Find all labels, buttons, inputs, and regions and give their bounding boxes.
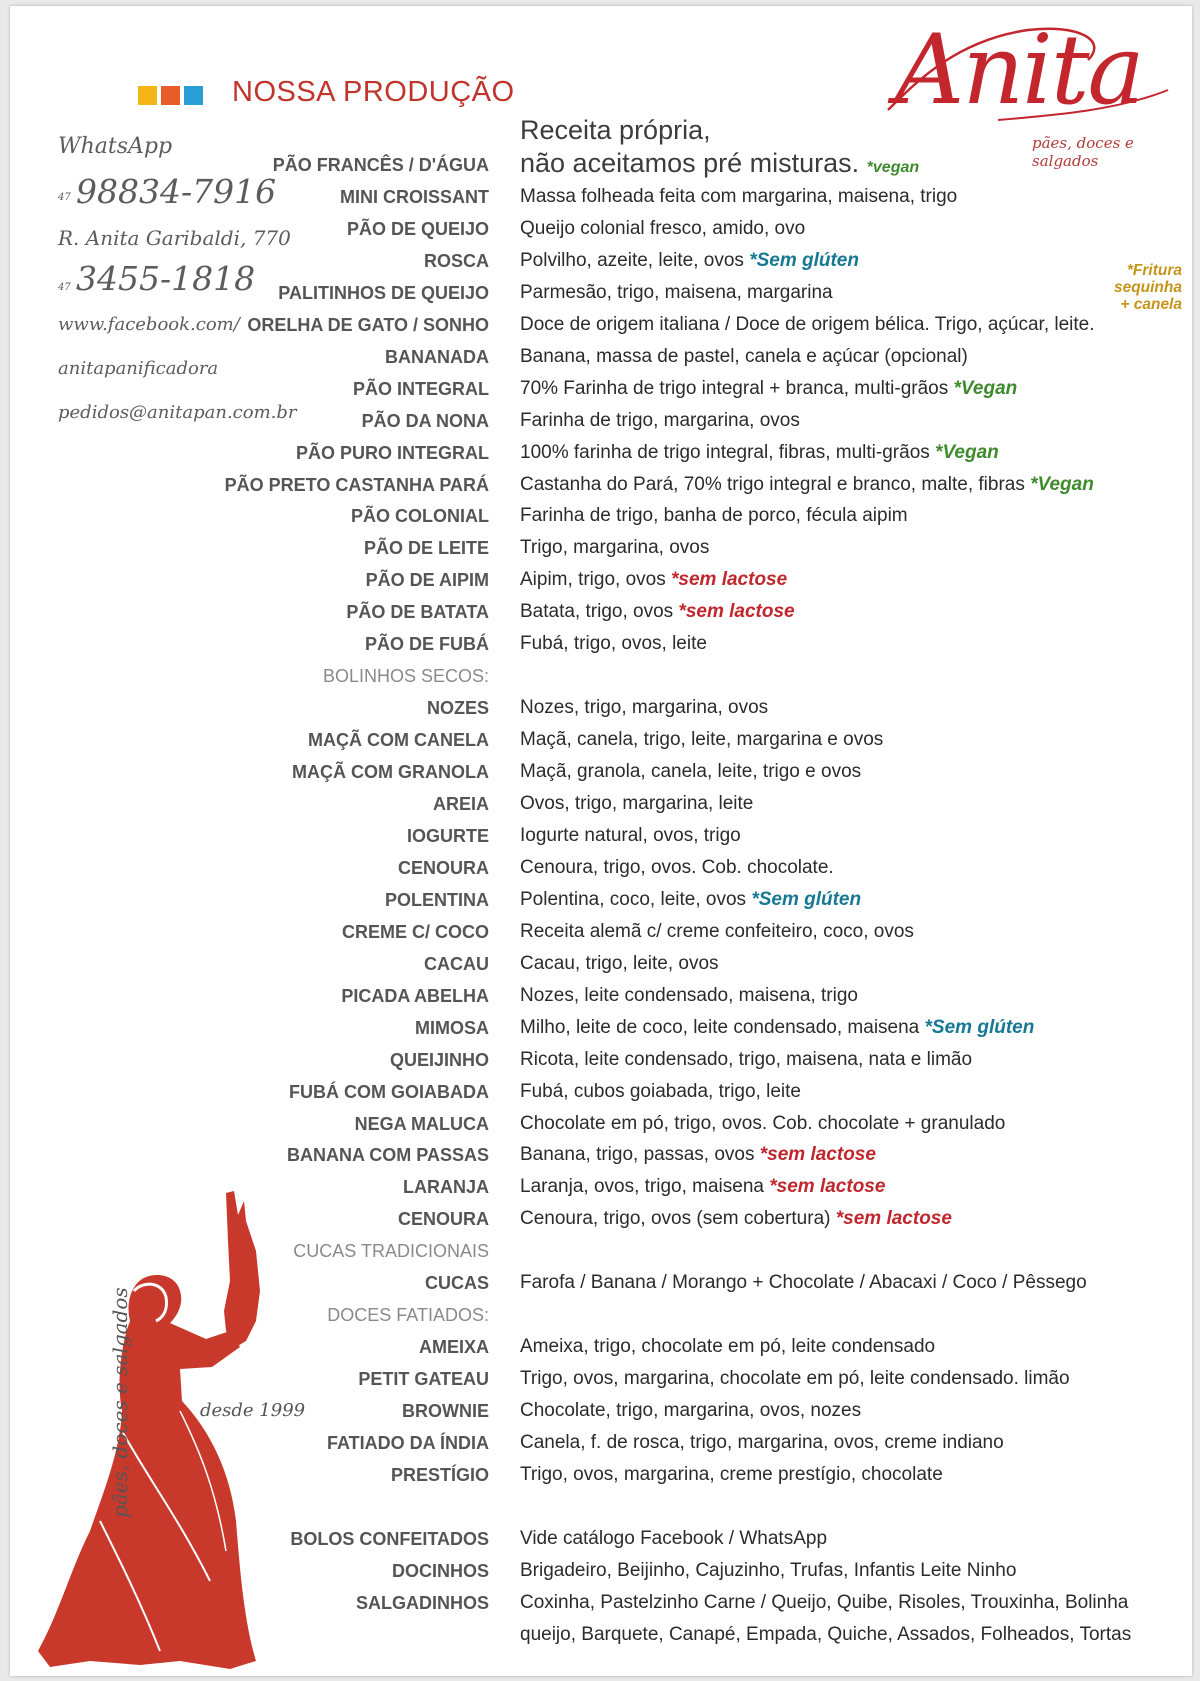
product-description: [520, 724, 883, 756]
product-description: [520, 1619, 1131, 1651]
product-name: IOGURTE: [406, 825, 489, 846]
diet-tag: *Vegan: [935, 441, 999, 463]
product-name: CREME C/ COCO: [341, 921, 489, 942]
diet-tag: *sem lactose: [671, 569, 788, 591]
product-ingredients: Aipim, trigo, ovos: [520, 569, 671, 591]
diet-tag: *sem lactose: [835, 1208, 952, 1230]
square-orange: [161, 86, 180, 105]
product-ingredients: Ricota, leite condensado, trigo, maisena, nata e limão: [520, 1048, 973, 1070]
product-ingredients: Fubá, cubos goiabada, trigo, leite: [520, 1080, 801, 1102]
product-row: [10, 341, 1192, 373]
product-row: [10, 628, 1192, 660]
menu-sheet: [10, 6, 1192, 1676]
product-ingredients: Farinha de trigo, margarina, ovos: [520, 409, 800, 431]
product-row: [10, 596, 1192, 628]
product-name: FATIADO DA ÍNDIA: [327, 1433, 489, 1453]
product-description: [520, 181, 957, 213]
product-ingredients: Ovos, trigo, margarina, leite: [520, 793, 754, 814]
product-name: AMEIXA: [418, 1337, 489, 1358]
product-description: [520, 884, 861, 916]
product-ingredients: Queijo colonial fresco, amido, ovo: [520, 217, 806, 239]
product-name: PRESTÍGIO: [390, 1464, 489, 1485]
whatsapp-label: WhatsApp: [58, 134, 173, 159]
product-description: [520, 532, 709, 564]
product-row: [10, 500, 1192, 532]
product-name: BANANADA: [385, 346, 489, 367]
product-name: ROSCA: [423, 250, 489, 271]
intro-line1: Receita própria,: [520, 115, 711, 145]
product-description: [520, 948, 719, 980]
side-tagline: pães, doces e salgados: [108, 1287, 132, 1518]
intro-vegan-tag: *vegan: [866, 159, 920, 176]
product-ingredients: Brigadeiro, Beijinho, Cajuzinho, Trufas, Infantis Leite Ninho: [520, 1559, 1017, 1581]
facebook-url-line2[interactable]: anitapanificadora: [58, 358, 219, 379]
product-description: [520, 1203, 952, 1235]
product-ingredients: Canela, f. de rosca, trigo, margarina, ovos, creme indiano: [520, 1432, 1004, 1453]
product-description: [520, 1171, 885, 1203]
fritura-note-line2: sequinha: [1113, 279, 1182, 296]
product-ingredients: 100% farinha de trigo integral, fibras, multi-grãos: [520, 441, 936, 463]
color-squares: [138, 86, 207, 110]
product-ingredients: queijo, Barquete, Canapé, Empada, Quiche, Assados, Folheados, Tortas: [520, 1623, 1132, 1645]
product-description: [520, 309, 1095, 341]
product-row: [10, 916, 1192, 948]
product-name: AREIA: [432, 794, 489, 814]
product-description: [520, 373, 1017, 405]
whatsapp-phone[interactable]: 98834-7916: [76, 172, 277, 211]
product-description: [520, 1363, 1070, 1395]
fritura-note-line3: + canela: [1120, 296, 1182, 313]
product-ingredients: Banana, trigo, passas, ovos: [520, 1144, 760, 1166]
product-description: [520, 628, 707, 660]
product-ingredients: 70% Farinha de trigo integral + branca, multi-grãos: [520, 377, 954, 399]
logo-tagline: pães, doces e salgados: [1032, 134, 1134, 170]
product-description: [520, 1139, 876, 1171]
product-ingredients: Maçã, canela, trigo, leite, margarina e ovos: [520, 729, 884, 751]
dancer-illustration-icon: [30, 1191, 290, 1671]
product-row: [10, 437, 1192, 469]
product-row: [10, 692, 1192, 724]
diet-tag: *Sem glúten: [924, 1016, 1035, 1038]
product-name: MINI CROISSANT: [339, 186, 489, 207]
product-name: PICADA ABELHA: [341, 985, 489, 1006]
diet-tag: *Vegan: [953, 377, 1018, 399]
product-ingredients: Trigo, ovos, margarina, creme prestígio, chocolate: [520, 1463, 943, 1485]
product-ingredients: Nozes, trigo, margarina, ovos: [520, 697, 769, 719]
address: R. Anita Garibaldi, 770: [58, 226, 291, 250]
product-description: [520, 596, 795, 628]
product-name: LARANJA: [402, 1177, 489, 1198]
product-description: [520, 1395, 861, 1427]
product-row: [10, 1108, 1192, 1140]
product-row: [10, 181, 1192, 213]
product-ingredients: Cenoura, trigo, ovos. Cob. chocolate.: [520, 856, 834, 878]
product-ingredients: Coxinha, Pastelzinho Carne / Queijo, Quibe, Risoles, Trouxinha, Bolinha: [520, 1591, 1129, 1613]
product-name: PÃO FRANCÊS / D'ÁGUA: [272, 155, 489, 175]
product-name: CUCAS: [424, 1273, 489, 1294]
product-ingredients: Fubá, trigo, ovos, leite: [520, 633, 707, 655]
product-description: [520, 788, 753, 820]
fritura-note-line1: *Fritura: [1126, 262, 1182, 279]
product-row: [10, 1076, 1192, 1108]
product-description: [520, 564, 787, 596]
product-name: BROWNIE: [402, 1401, 489, 1422]
diet-tag: *sem lactose: [769, 1176, 886, 1198]
product-row: [10, 149, 1192, 181]
product-name: BANANA COM PASSAS: [286, 1145, 489, 1166]
product-name: ORELHA DE GATO / SONHO: [247, 314, 489, 335]
product-ingredients: Massa folheada feita com margarina, maisena, trigo: [520, 185, 958, 207]
product-name: PÃO INTEGRAL: [352, 378, 489, 399]
product-name: PÃO PURO INTEGRAL: [295, 442, 489, 463]
product-description: [520, 1555, 1016, 1587]
product-row: [10, 820, 1192, 852]
product-name: NOZES: [426, 698, 489, 719]
product-name: NEGA MALUCA: [354, 1113, 489, 1134]
product-ingredients: Milho, leite de coco, leite condensado, maisena: [520, 1016, 925, 1038]
product-description: [520, 469, 1094, 501]
product-ingredients: Cenoura, trigo, ovos (sem cobertura): [520, 1208, 836, 1230]
section-title: DOCES FATIADOS:: [327, 1305, 489, 1326]
product-row: [10, 564, 1192, 596]
product-ingredients: Vide catálogo Facebook / WhatsApp: [520, 1527, 828, 1549]
product-ingredients: Trigo, margarina, ovos: [520, 537, 710, 559]
product-row: [10, 852, 1192, 884]
product-name: MAÇÃ COM GRANOLA: [292, 762, 489, 783]
product-description: [520, 437, 999, 469]
product-description: [520, 213, 805, 245]
product-name: PÃO DE FUBÁ: [364, 634, 489, 655]
product-name: PÃO COLONIAL: [351, 506, 489, 527]
product-name: PÃO DE BATATA: [346, 602, 489, 623]
product-description: [520, 756, 861, 788]
phone2-area-code: 47: [58, 282, 71, 293]
product-row: [10, 980, 1192, 1012]
product-row: [10, 245, 1192, 277]
product-row: [10, 1012, 1192, 1044]
product-name: PÃO DE AIPIM: [365, 570, 489, 591]
product-row: [10, 309, 1192, 341]
product-description: [520, 852, 834, 884]
email-link[interactable]: pedidos@anitapan.com.br: [58, 402, 297, 423]
product-name: BOLOS CONFEITADOS: [290, 1528, 489, 1549]
product-ingredients: Iogurte natural, ovos, trigo: [520, 824, 741, 846]
product-ingredients: Chocolate, trigo, margarina, ovos, nozes: [520, 1400, 862, 1422]
diet-tag: *Sem glúten: [751, 888, 862, 910]
product-ingredients: Trigo, ovos, margarina, chocolate em pó, leite condensado. limão: [520, 1368, 1070, 1390]
page-title: NOSSA PRODUÇÃO: [232, 76, 515, 108]
product-ingredients: Farinha de trigo, banha de porco, fécula aipim: [520, 505, 908, 527]
product-name: DOCINHOS: [391, 1560, 489, 1581]
product-description: [520, 1523, 827, 1555]
product-description: [520, 1587, 1128, 1619]
square-yellow: [138, 86, 157, 105]
since-year: desde 1999: [200, 1400, 306, 1421]
section-title: CUCAS TRADICIONAIS: [293, 1241, 489, 1262]
product-ingredients: Laranja, ovos, trigo, maisena: [520, 1176, 770, 1198]
logo-name: Anita: [895, 14, 1143, 126]
product-name: CENOURA: [397, 1209, 489, 1230]
product-description: [520, 1427, 1004, 1459]
section-header: [10, 660, 1192, 692]
diet-tag: *sem lactose: [678, 601, 795, 623]
product-row: [10, 405, 1192, 437]
diet-tag: *sem lactose: [759, 1144, 876, 1166]
product-name: PÃO DE QUEIJO: [346, 218, 489, 239]
product-description: [520, 1012, 1034, 1044]
product-row: [10, 469, 1192, 501]
product-name: PETIT GATEAU: [358, 1369, 489, 1390]
product-description: [520, 1044, 972, 1076]
product-row: [10, 756, 1192, 788]
product-row: [10, 724, 1192, 756]
product-ingredients: Ameixa, trigo, chocolate em pó, leite condensado: [520, 1336, 936, 1358]
product-row: [10, 948, 1192, 980]
product-description: [520, 820, 741, 852]
product-name: PALITINHOS DE QUEIJO: [278, 282, 489, 303]
product-description: [520, 980, 858, 1012]
product-description: [520, 277, 833, 309]
product-name: POLENTINA: [384, 889, 489, 910]
product-description: [520, 1076, 801, 1108]
facebook-url-line1[interactable]: www.facebook.com/: [58, 314, 240, 335]
product-description: [520, 341, 968, 373]
product-name: FUBÁ COM GOIABADA: [289, 1081, 489, 1102]
product-row: [10, 1044, 1192, 1076]
product-name: SALGADINHOS: [355, 1592, 489, 1613]
product-ingredients: Nozes, leite condensado, maisena, trigo: [520, 984, 858, 1006]
product-description: [520, 1267, 1087, 1299]
product-ingredients: Receita alemã c/ creme confeiteiro, coco, ovos: [520, 920, 914, 942]
product-description: [520, 1331, 935, 1363]
product-name: QUEIJINHO: [389, 1049, 489, 1070]
product-ingredients: Castanha do Pará, 70% trigo integral e branco, malte, fibras: [520, 473, 1031, 495]
product-row: [10, 213, 1192, 245]
intro-line2: não aceitamos pré misturas.: [520, 148, 860, 178]
product-name: PÃO DE LEITE: [363, 538, 489, 559]
diet-tag: *Vegan: [1030, 473, 1094, 495]
diet-tag: *Sem glúten: [749, 249, 859, 271]
product-row: [10, 373, 1192, 405]
product-name: CACAU: [424, 953, 489, 974]
product-description: [520, 1108, 1005, 1140]
product-ingredients: Doce de origem italiana / Doce de origem bélica. Trigo, açúcar, leite.: [520, 313, 1095, 335]
phone1-area-code: 47: [58, 192, 71, 203]
product-ingredients: Maçã, granola, canela, leite, trigo e ovos: [520, 761, 862, 783]
square-blue: [184, 86, 203, 105]
product-ingredients: Parmesão, trigo, maisena, margarina: [520, 281, 833, 303]
product-ingredients: Polentina, coco, leite, ovos: [520, 888, 752, 910]
product-name: PÃO DA NONA: [361, 410, 489, 431]
product-description: [520, 1459, 943, 1491]
product-row: [10, 1139, 1192, 1171]
product-description: [520, 692, 768, 724]
landline-phone[interactable]: 3455-1818: [76, 259, 256, 298]
product-ingredients: Chocolate em pó, trigo, ovos. Cob. chocolate + granulado: [520, 1112, 1006, 1134]
product-description: [520, 500, 908, 532]
product-description: [520, 916, 914, 948]
product-row: [10, 277, 1192, 309]
product-name: PÃO PRETO CASTANHA PARÁ: [224, 474, 489, 495]
product-name: MAÇÃ COM CANELA: [308, 730, 489, 751]
product-name: CENOURA: [397, 857, 489, 878]
product-description: [520, 405, 800, 437]
product-description: [520, 245, 859, 277]
product-ingredients: Farofa / Banana / Morango + Chocolate / Abacaxi / Coco / Pêssego: [520, 1272, 1087, 1294]
product-row: [10, 532, 1192, 564]
product-ingredients: Banana, massa de pastel, canela e açúcar (opcional): [520, 345, 968, 367]
product-name: MIMOSA: [415, 1017, 489, 1038]
product-ingredients: Batata, trigo, ovos: [520, 601, 679, 623]
product-row: [10, 884, 1192, 916]
product-ingredients: Cacau, trigo, leite, ovos: [520, 952, 719, 974]
section-title: BOLINHOS SECOS:: [322, 666, 489, 687]
product-ingredients: Polvilho, azeite, leite, ovos: [520, 249, 750, 271]
product-row: [10, 788, 1192, 820]
